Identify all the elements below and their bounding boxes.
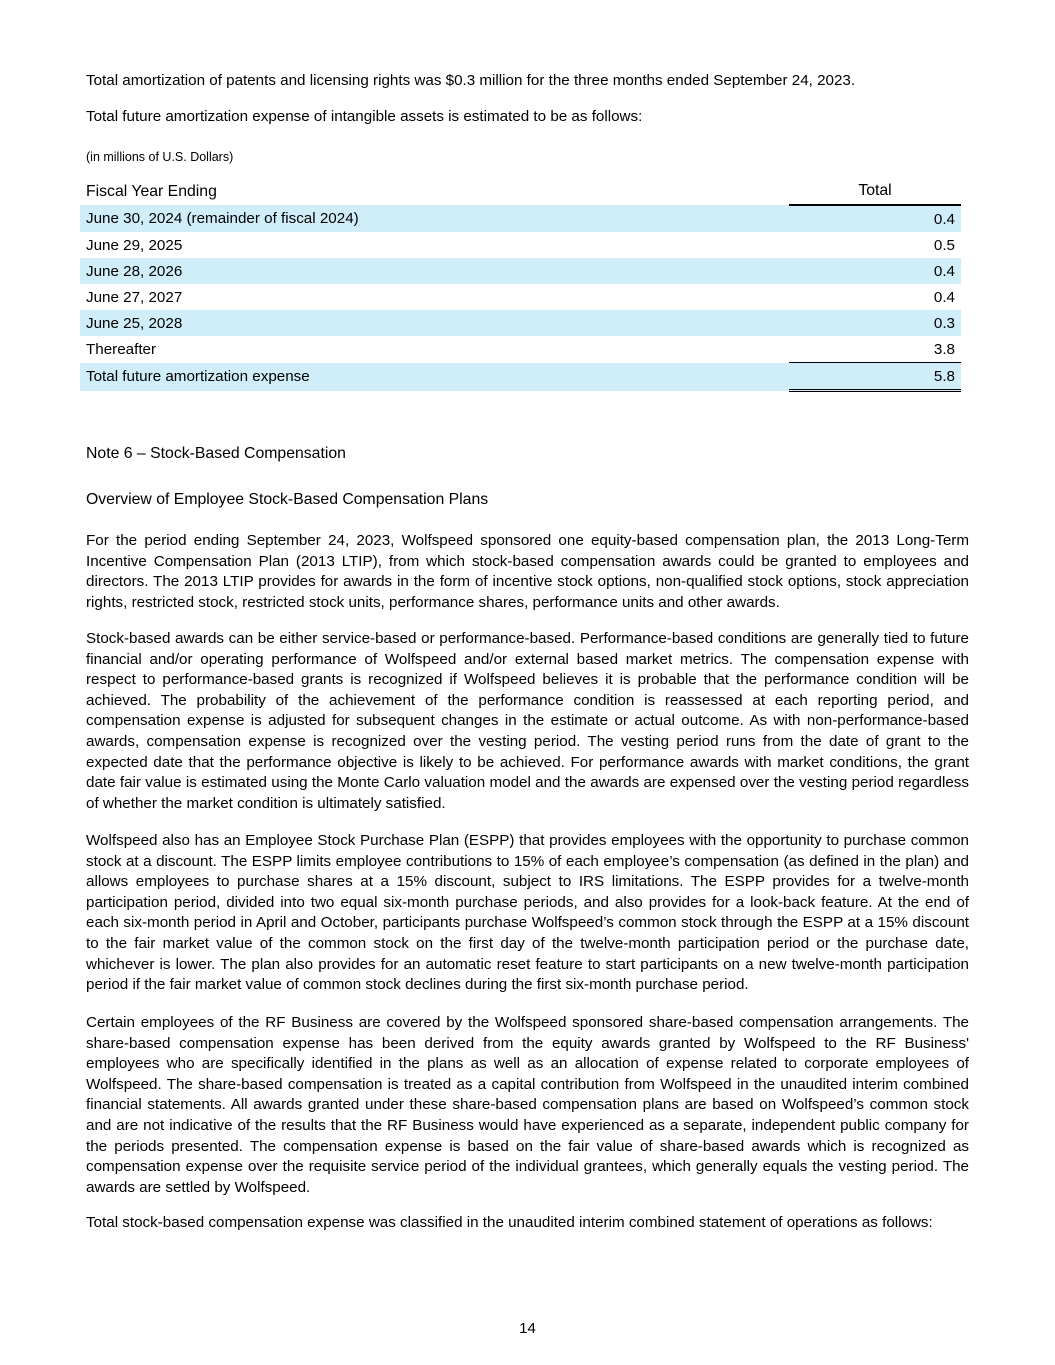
row-value: 0.4: [933, 288, 955, 306]
table-row: [80, 232, 961, 258]
header-fiscal-year-ending: Fiscal Year Ending: [86, 182, 217, 200]
row-label: Thereafter: [86, 340, 157, 358]
row-value: 0.4: [789, 258, 961, 284]
paragraph-expense-classification: Total stock-based compensation expense was classified in the unaudited interim combined statement of operations as follows:: [86, 1214, 933, 1231]
table-total-row: [80, 363, 961, 391]
row-label: June 30, 2024 (remainder of fiscal 2024): [80, 205, 789, 232]
paragraph-espp: Wolfspeed also has an Employee Stock Purchase Plan (ESPP) that provides employees with the opportunity to purchase common stock at a discount. The ESPP limits employee contributions to 15% of each employee’s compensation (as defined in the plan) and allows employees to purchase shares at a 15% discount, subject to IRS limitations. The ESPP provides for a twelve-month participation period, divided into two equal six-month purchase periods, and also provides for a look-back feature. At the end of each six-month period in April and October, participants purchase Wolfspeed’s common stock through the ESPP at a 15% discount to the fair market value of the common stock on the first day of the twelve-month participation period or the purchase date, whichever is lower. The plan also provides for an automatic reset feature to start participants on a new twelve-month participation period if the fair market value of common stock declines during the first six-month purchase period.: [86, 832, 969, 994]
row-label: June 28, 2026: [80, 258, 789, 284]
page-number: 14: [519, 1320, 536, 1337]
table-row: [80, 258, 961, 284]
table-header-row: [80, 178, 961, 205]
paragraph-performance-awards: Stock-based awards can be either service-based or performance-based. Performance-based conditions are generally tied to future financial and/or operating performance of Wolfspeed and/or external based market metrics. The compensation expense with respect to performance-based grants is recognized if Wolfspeed believes it is probable that the performance condition will be achieved. The probability of the achievement of the performance condition is reassessed at each reporting period, and compensation expense is adjusted for subsequent changes in the estimate or actual outcome. As with non-performance-based awards, compensation expense is recognized over the vesting period. The vesting period runs from the date of grant to the expected date that the performance objective is likely to be achieved. For performance awards with market conditions, the grant date fair value is estimated using the Monte Carlo valuation model and the awards are expensed over the vesting period regardless of whether the market condition is ultimately satisfied.: [86, 630, 969, 812]
row-value: 0.3: [789, 310, 961, 336]
paragraph-rf-business: Certain employees of the RF Business are covered by the Wolfspeed sponsored share-based compensation arrangements. The share-based compensation expense has been derived from the equity awards granted by Wolfspeed to the RF Business' employees who are specifically identified in the plans as well as an allocation of expense related to corporate employees of Wolfspeed. The share-based compensation is treated as a capital contribution from Wolfspeed in the unaudited interim combined financial statements. All awards granted under these share-based compensation plans are based on Wolfspeed’s common stock and are not indicative of the results that the RF Business would have experienced as a separate, independent public company for the periods presented. The compensation expense is based on the fair value of share-based awards which is recognized as compensation expense over the requisite service period of the individual grantees, which generally equals the vesting period. The awards are settled by Wolfspeed.: [86, 1014, 969, 1196]
paragraph-future-amortization-intro: Total future amortization expense of intangible assets is estimated to be as follows:: [86, 108, 643, 125]
table-row: [80, 205, 961, 232]
row-value: 0.5: [933, 236, 955, 254]
table-row: [80, 310, 961, 336]
table-units-note: (in millions of U.S. Dollars): [86, 150, 234, 164]
table-row: [80, 336, 961, 363]
total-value: 5.8: [789, 363, 961, 391]
paragraph-ltip: For the period ending September 24, 2023, Wolfspeed sponsored one equity-based compensation plan, the 2013 Long-Term Incentive Compensation Plan (2013 LTIP), from which stock-based compensation awards could be granted to employees and directors. The 2013 LTIP provides for awards in the form of incentive stock options, non-qualified stock options, stock appreciation rights, restricted stock, restricted stock units, performance shares, performance units and other awards.: [86, 532, 969, 611]
total-label: Total future amortization expense: [80, 363, 789, 391]
subsection-heading-overview: Overview of Employee Stock-Based Compensation Plans: [86, 491, 489, 508]
section-heading-note-6: Note 6 – Stock-Based Compensation: [86, 445, 346, 462]
row-label: June 29, 2025: [86, 236, 183, 254]
row-value: 3.8: [789, 336, 961, 363]
row-label: June 25, 2028: [80, 310, 789, 336]
row-value: 0.4: [789, 205, 961, 232]
row-label: June 27, 2027: [86, 288, 183, 306]
header-total: Total: [789, 178, 961, 205]
paragraph-patent-amortization: Total amortization of patents and licensing rights was $0.3 million for the three months ended September 24, 2023.: [86, 72, 856, 89]
table-row: [80, 284, 961, 310]
amortization-table: [80, 178, 961, 392]
